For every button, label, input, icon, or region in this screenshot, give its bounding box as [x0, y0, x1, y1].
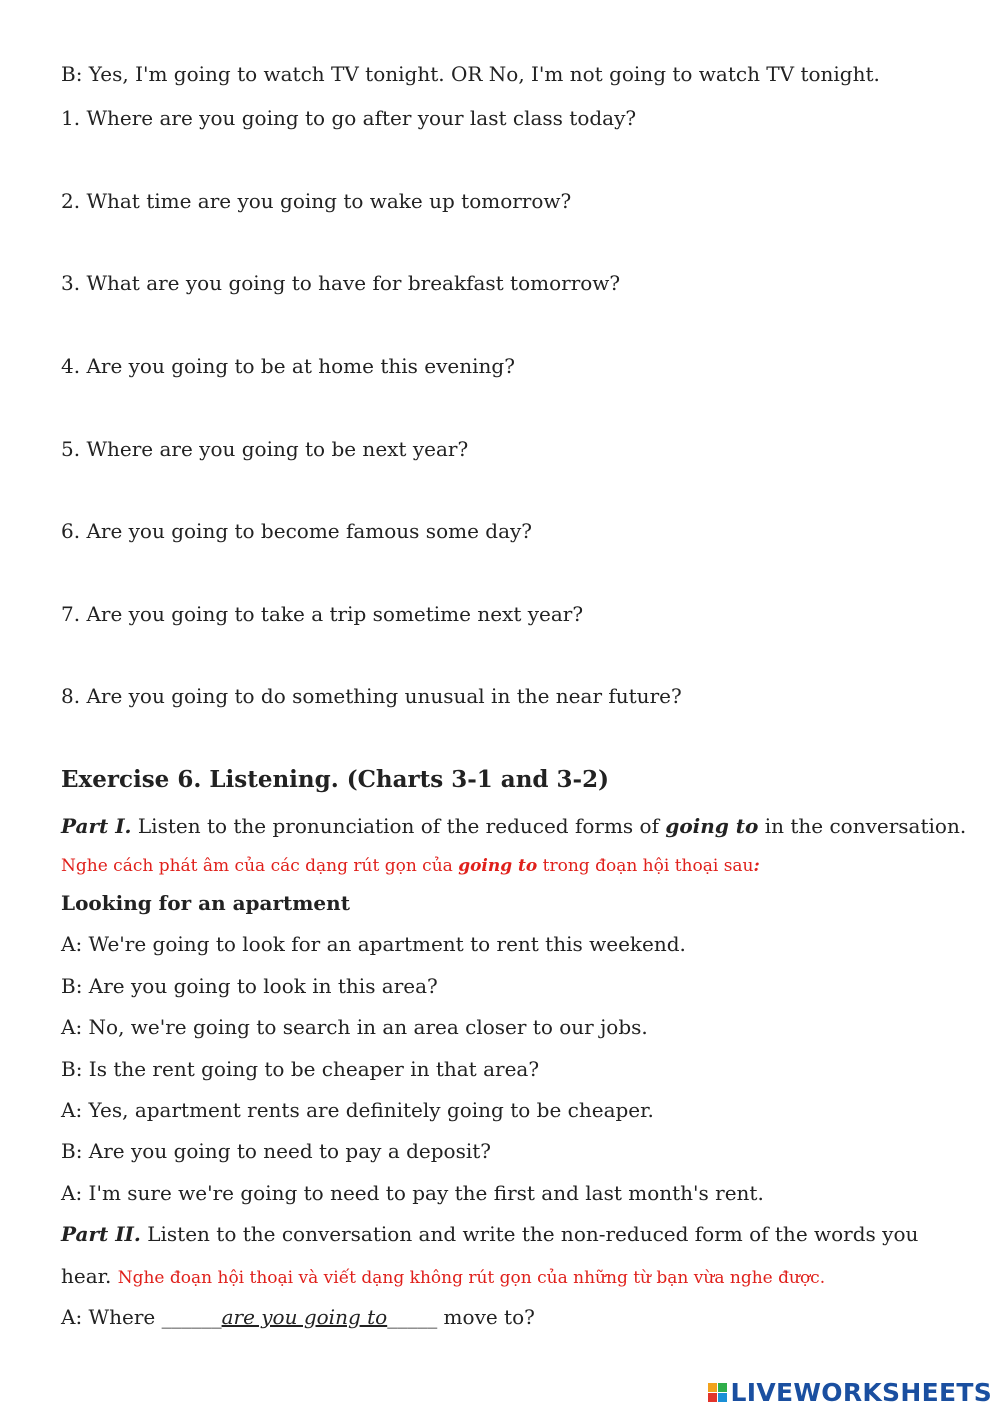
- logo-mark-icon: [708, 1383, 727, 1402]
- question-6: 6. Are you going to become famous some day?: [61, 519, 533, 543]
- part2-instruction-line1: [61, 1221, 918, 1247]
- conversation-line-4: B: Is the rent going to be cheaper in that area?: [61, 1057, 540, 1081]
- logo-square-2: [718, 1383, 727, 1392]
- part1-text-after: in the conversation.: [758, 814, 967, 838]
- part2-label: Part II.: [61, 1222, 141, 1246]
- conversation-line-1: A: We're going to look for an apartment to rent this weekend.: [61, 932, 686, 956]
- question-8: 8. Are you going to do something unusual in the near future?: [61, 684, 682, 708]
- question-3: 3. What are you going to have for breakfast tomorrow?: [61, 271, 621, 295]
- part1-instruction: [61, 813, 966, 839]
- liveworksheets-logo[interactable]: [708, 1377, 992, 1407]
- part2-vietnamese: Nghe đoạn hội thoại và viết dạng không rút gọn của những từ bạn vừa nghe được.: [117, 1268, 826, 1288]
- part1-vietnamese: [61, 853, 760, 879]
- conversation-line-3: A: No, we're going to search in an area closer to our jobs.: [61, 1015, 648, 1039]
- example-fill-line: [61, 1304, 535, 1330]
- conversation-title: Looking for an apartment: [61, 891, 350, 915]
- logo-text: LIVEWORKSHEETS: [730, 1377, 992, 1407]
- vn-before: Nghe cách phát âm của các dạng rút gọn của: [61, 856, 459, 876]
- question-1: 1. Where are you going to go after your last class today?: [61, 106, 637, 130]
- example-prefix: A: Where: [61, 1305, 162, 1329]
- vn-colon: :: [753, 856, 760, 876]
- part1-label: Part I.: [61, 814, 132, 838]
- part1-text-before: Listen to the pronunciation of the reduced forms of: [131, 814, 666, 838]
- question-4: 4. Are you going to be at home this evening?: [61, 354, 515, 378]
- answer-input[interactable]: are you going to: [221, 1305, 388, 1329]
- part2-text-line2: hear.: [61, 1264, 118, 1288]
- part1-emphasis: going to: [665, 814, 759, 838]
- vn-after: trong đoạn hội thoại sau: [537, 856, 754, 876]
- part2-instruction-line2: [61, 1263, 825, 1291]
- conversation-line-2: B: Are you going to look in this area?: [61, 974, 438, 998]
- example-suffix: move to?: [437, 1305, 535, 1329]
- part2-text-line1: Listen to the conversation and write the non-reduced form of the words you: [140, 1222, 919, 1246]
- vn-emphasis: going to: [458, 856, 538, 876]
- conversation-line-5: A: Yes, apartment rents are definitely going to be cheaper.: [61, 1098, 654, 1122]
- example-answer: B: Yes, I'm going to watch TV tonight. OR No, I'm not going to watch TV tonight.: [61, 62, 880, 86]
- question-2: 2. What time are you going to wake up tomorrow?: [61, 189, 572, 213]
- logo-square-4: [718, 1393, 727, 1402]
- logo-square-3: [708, 1393, 717, 1402]
- conversation-line-6: B: Are you going to need to pay a deposit?: [61, 1139, 491, 1163]
- question-7: 7. Are you going to take a trip sometime next year?: [61, 602, 584, 626]
- logo-square-1: [708, 1383, 717, 1392]
- question-5: 5. Where are you going to be next year?: [61, 437, 469, 461]
- exercise-title: Exercise 6. Listening. (Charts 3-1 and 3-2): [61, 766, 609, 793]
- blank-left: ______: [161, 1305, 222, 1329]
- conversation-line-7: A: I'm sure we're going to need to pay the first and last month's rent.: [61, 1181, 764, 1205]
- blank-right: _____: [387, 1305, 438, 1329]
